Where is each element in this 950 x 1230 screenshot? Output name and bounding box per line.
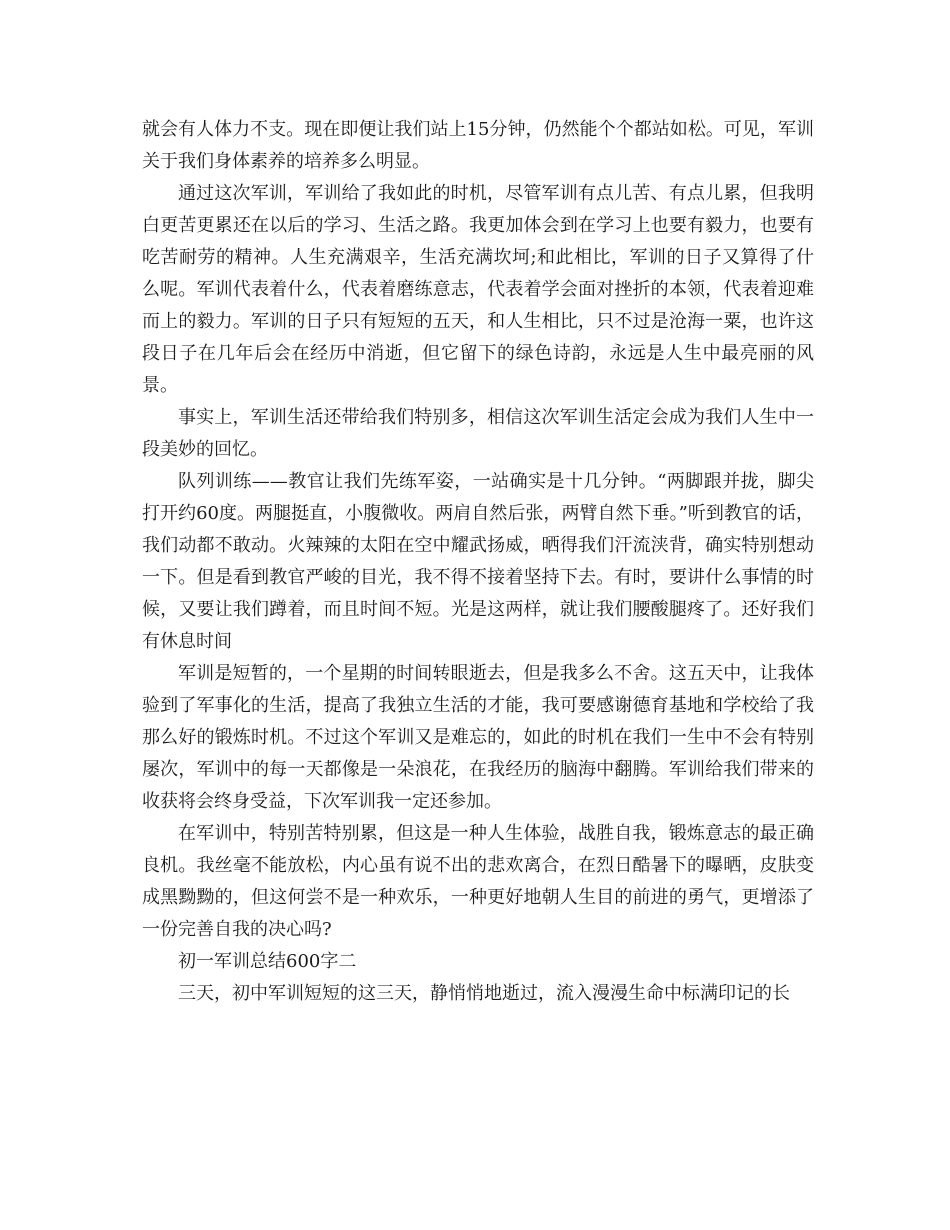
section-heading: 初一军训总结600字二 bbox=[178, 951, 357, 972]
document-page bbox=[142, 114, 814, 1010]
paragraph-6: 在军训中，特别苦特别累，但这是一种人生体验，战胜自我，锻炼意志的最正确良机。我丝毫不能放松，内心虽有说不出的悲欢离合，在烈日酷暑下的曝晒，皮肤变成黑黝黝的，但这何尝不是一种欢乐，一种更好地朝人生目的前进的勇气，更增添了一份完善自我的决心吗? bbox=[142, 823, 814, 940]
paragraph-2: 通过这次军训，军训给了我如此的时机，尽管军训有点儿苦、有点儿累，但我明白更苦更累还在以后的学习、生活之路。我更加体会到在学习上也要有毅力，也要有吃苦耐劳的精神。人生充满艰辛，生活充满坎坷;和此相比，军训的日子又算得了什么呢。军训代表着什么，代表着磨练意志，代表着学会面对挫折的本领，代表着迎难而上的毅力。军训的日子只有短短的五天，和人生相比，只不过是沧海一粟，也许这段日子在几年后会在经历中消逝，但它留下的绿色诗韵，永远是人生中最亮丽的风景。 bbox=[142, 183, 814, 396]
paragraph-3: 事实上，军训生活还带给我们特别多，相信这次军训生活定会成为我们人生中一段美妙的回忆。 bbox=[142, 407, 814, 460]
paragraph-7: 三天，初中军训短短的这三天，静悄悄地逝过，流入漫漫生命中标满印记的长 bbox=[178, 983, 790, 1004]
paragraph-4: 队列训练——教官让我们先练军姿，一站确实是十几分钟。“两脚跟并拢，脚尖打开约60度。两腿挺直，小腹微收。两肩自然后张，两臂自然下垂。”听到教官的话，我们动都不敢动。火辣辣的太阳在空中耀武扬威，晒得我们汗流浃背，确实特别想动一下。但是看到教官严峻的目光，我不得不接着坚持下去。有时，要讲什么事情的时候，又要让我们蹲着，而且时间不短。光是这两样，就让我们腰酸腿疼了。还好我们有休息时间 bbox=[142, 471, 814, 652]
paragraph-5: 军训是短暂的，一个星期的时间转眼逝去，但是我多么不舍。这五天中，让我体验到了军事化的生活，提高了我独立生活的才能，我可要感谢德育基地和学校给了我那么好的锻炼时机。不过这个军训又是难忘的，如此的时机在我们一生中不会有特别屡次，军训中的每一天都像是一朵浪花，在我经历的脑海中翻腾。军训给我们带来的收获将会终身受益，下次军训我一定还参加。 bbox=[142, 663, 814, 812]
paragraph-1: 就会有人体力不支。现在即便让我们站上15分钟，仍然能个个都站如松。可见，军训关于我们身体素养的培养多么明显。 bbox=[142, 119, 814, 172]
